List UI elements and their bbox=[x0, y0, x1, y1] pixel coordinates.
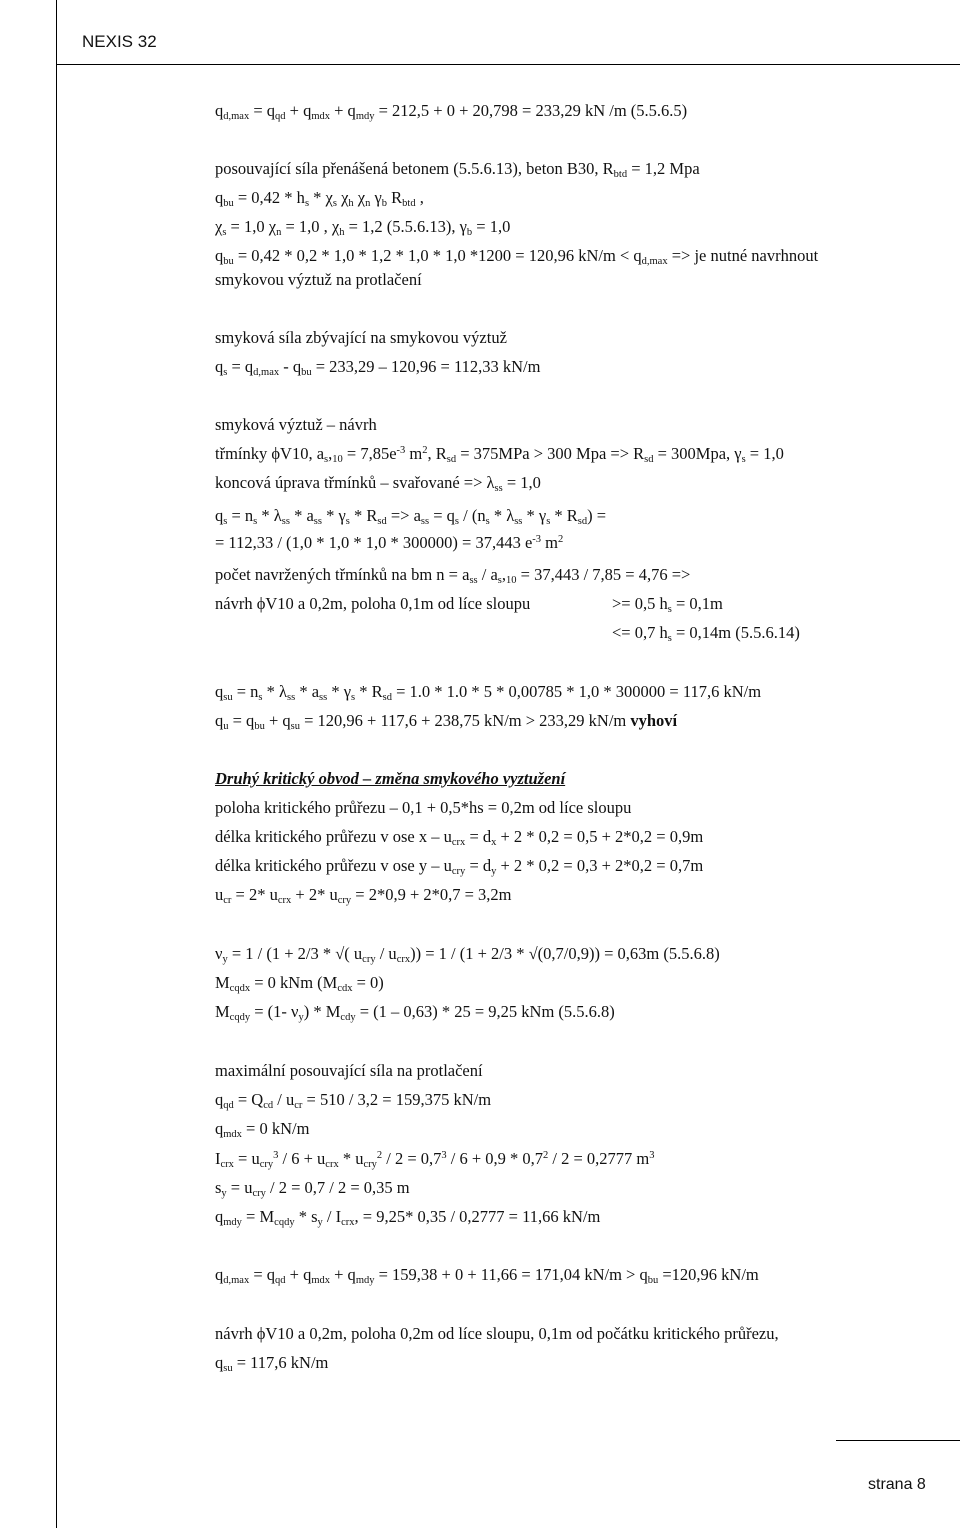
text-line: koncová úprava třmínků – svařované => $\lambda_{ss} = 1,0$ bbox=[215, 473, 541, 494]
text-line: $s_y = u_{cry} / 2 = 0,7 / 2 = 0,35$ m bbox=[215, 1178, 410, 1199]
text-line: třmínky ϕV10, $a_s,_{10} = 7,85e^{-3}$ $m^2$, $R_{sd} = 375MPa > 300$ Mpa => $R_{sd} = 300Mpa$, $\gamma_s = 1,0$ bbox=[215, 444, 784, 465]
header-rule bbox=[56, 64, 960, 65]
left-margin-line bbox=[56, 0, 57, 1528]
text-line: $I_{crx} = u_{cry}^3 / 6 + u_{crx} * u_{cry}^2 / 2 = 0,7^3 / 6 + 0,9 * 0,7^2 / 2 = 0,2777$ $m^3$ bbox=[215, 1149, 655, 1170]
text-line: smykovou výztuž na protlačení bbox=[215, 270, 422, 289]
text-line: = 112,33 / (1,0 * 1,0 * 1,0 * 300000) = 37,443 $e^{-3}$ $m^2$ bbox=[215, 533, 564, 552]
text-line: $q_{su} = 117,6$ kN/m bbox=[215, 1353, 329, 1374]
text-line: $q_u = q_{bu} + q_{su} = 120,96 + 117,6 + 238,75$ kN/m > 233,29 kN/m vyhoví bbox=[215, 711, 678, 732]
text-line: >= 0,5 $h_s = 0,1m$ bbox=[612, 594, 723, 615]
text-line: $q_{qd} = Q_{cd} / u_{cr} = 510 / 3,2 = 159,375$ kN/m bbox=[215, 1090, 492, 1111]
text-line: $M_{cqdy} = (1-$ $\nu_y) * M_{cdy} = (1 - 0,63) * 25 = 9,25$ kNm (5.5.6.8) bbox=[215, 1002, 615, 1023]
section-heading: Druhý kritický obvod – změna smykového vyztužení bbox=[215, 769, 566, 788]
text-line: $\chi_s = 1,0$ $\chi_n = 1,0$ , $\chi_h = 1,2$ (5.5.6.13), $\gamma_b = 1,0$ bbox=[215, 217, 511, 238]
page-number: strana 8 bbox=[868, 1476, 926, 1493]
text-line: $q_{mdx} = 0$ kN/m bbox=[215, 1119, 310, 1140]
text-line: maximální posouvající síla na protlačení bbox=[215, 1061, 483, 1080]
text-line: $u_{cr} = 2*$ $u_{crx} + 2*$ $u_{cry} = 2*0,9 + 2*0,7 = 3,2m$ bbox=[215, 885, 512, 906]
text-line: smyková výztuž – návrh bbox=[215, 415, 377, 434]
text-line: poloha kritického průřezu – 0,1 + 0,5*hs = 0,2m od líce sloupu bbox=[215, 798, 632, 817]
text-line: posouvající síla přenášená betonem (5.5.6.13), beton B30, $R_{btd} = 1,2$ Mpa bbox=[215, 159, 700, 180]
document-header: NEXIS 32 bbox=[82, 32, 157, 51]
text-line: návrh ϕV10 a 0,2m, poloha 0,1m od líce sloupu bbox=[215, 594, 531, 613]
text-line: počet navržených třmínků na bm $n = a_{ss} / a_s,_{10} = 37,443 / 7,85 = 4,76$ => bbox=[215, 565, 691, 586]
text-line: $q_s = q_{d,max} - q_{bu} = 233,29 - 120,96 = 112,33$ kN/m bbox=[215, 357, 541, 378]
text-line: <= 0,7 $h_s = 0,14m$ (5.5.6.14) bbox=[612, 623, 800, 644]
text-line: smyková síla zbývající na smykovou výztuž bbox=[215, 328, 507, 347]
text-line: $\nu_y = 1 / (1 + 2/3$ * √( $u_{cry} / u_{crx})) = 1 / (1 + 2/3 * √(0,7/0,9)) = 0,63m$ (5.5.6.8) bbox=[215, 944, 720, 965]
text-line: $q_{d,max} = q_{qd} + q_{mdx} + q_{mdy} = 212,5 + 0 + 20,798 = 233,29$ kN /m (5.5.6.5) bbox=[215, 101, 688, 122]
text-line: $q_{bu} = 0,42 * h_s * \chi_s$ $\chi_h$ $\chi_n$ $\gamma_b$ $R_{btd}$ , bbox=[215, 188, 424, 209]
text-line: $q_{su} = n_s * \lambda_{ss} * a_{ss} * \gamma_s * R_{sd} = 1.0 * 1.0 * 5 * 0,00785 * 1,0 * 300000 = 117,6$ kN/m bbox=[215, 682, 762, 703]
text-line: $q_{mdy} = M_{cqdy} * s_y / I_{crx}$, = 9,25* 0,35 / 0,2777 = 11,66 kN/m bbox=[215, 1207, 601, 1228]
text-line: $M_{cqdx} = 0$ kNm $(M_{cdx} = 0)$ bbox=[215, 973, 384, 994]
text-line: délka kritického průřezu v ose $y - u_{cry} = d_y + 2 * 0,2 = 0,3 + 2*0,2 = 0,7m$ bbox=[215, 856, 704, 877]
footer-rule bbox=[836, 1440, 960, 1441]
text-line: $q_{d,max} = q_{qd} + q_{mdx} + q_{mdy} = 159,38 + 0 + 11,66 = 171,04$ $kN/m > q_{bu} =120,96$ kN/m bbox=[215, 1265, 759, 1286]
text-line: návrh ϕV10 a 0,2m, poloha 0,2m od líce sloupu, 0,1m od počátku kritického průřezu, bbox=[215, 1324, 779, 1343]
text-line: délka kritického průřezu v ose $x - u_{crx} = d_x + 2 * 0,2 = 0,5 + 2*0,2 = 0,9m$ bbox=[215, 827, 704, 848]
text-line: $q_{bu} = 0,42 * 0,2 * 1,0 * 1,2 * 1,0 * 1,0$ *1200 = 120,96 $kN/m < q_{d,max}$ => je nutné navrhnout bbox=[215, 246, 819, 267]
text-line: $q_s = n_s * \lambda_{ss} * a_{ss} * \gamma_s * R_{sd} => a_{ss} = q_s / (n_s * \lambda_{ss} * \gamma_s * R_{sd})$ = bbox=[215, 506, 607, 527]
